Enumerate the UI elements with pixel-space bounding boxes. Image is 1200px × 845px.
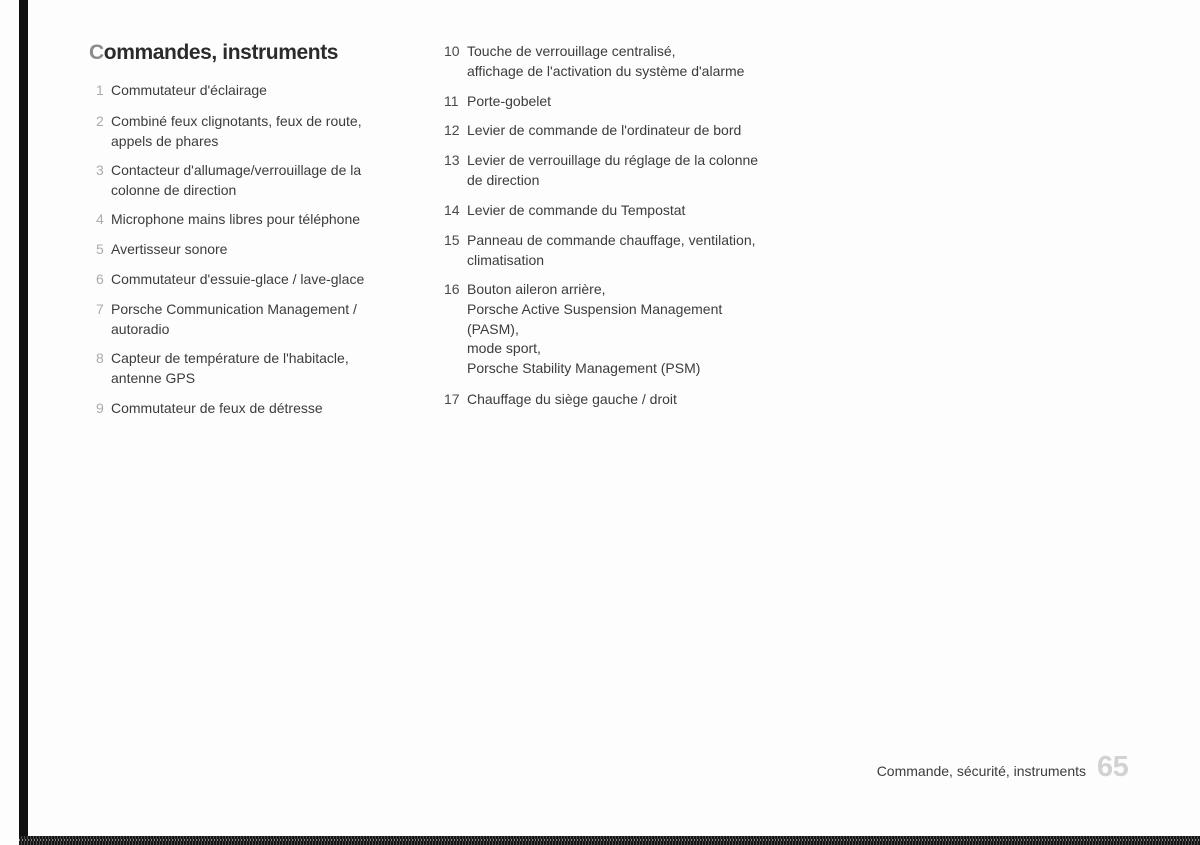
item-number: 11 [444, 93, 459, 109]
item-text-line: Levier de verrouillage du réglage de la colonne [467, 152, 759, 168]
item-number: 13 [444, 152, 460, 168]
item-text [467, 390, 677, 410]
item-text-line: Capteur de température de l'habitacle, [111, 350, 349, 366]
item-text-line: Commutateur d'essuie-glace / lave-glace [111, 271, 365, 287]
item-text-line: de direction [467, 171, 540, 188]
item-text-line: autoradio [111, 320, 170, 337]
item-text-line: Commutateur d'éclairage [111, 82, 267, 98]
item-number: 5 [96, 241, 104, 257]
item-text [111, 300, 357, 340]
item-text-line: Porsche Active Suspension Management [467, 300, 723, 317]
item-number: 10 [444, 43, 460, 59]
item-text-line: Panneau de commande chauffage, ventilation, [467, 232, 756, 248]
item-text-line: Commutateur de feux de détresse [111, 400, 323, 416]
item-text [467, 201, 685, 221]
item-number: 14 [444, 202, 460, 218]
item-text-line: Contacteur d'allumage/verrouillage de la [111, 162, 362, 178]
item-text [111, 81, 267, 101]
item-text-line: Levier de commande du Tempostat [467, 202, 686, 218]
item-text-line: Porsche Communication Management / [111, 301, 357, 317]
item-number: 6 [96, 271, 104, 287]
item-text-line: mode sport, [467, 340, 541, 357]
item-text [111, 112, 362, 152]
item-text [467, 92, 551, 112]
item-number: 3 [96, 162, 104, 178]
item-text-line: colonne de direction [111, 181, 237, 198]
item-number: 17 [444, 391, 460, 407]
item-text [111, 270, 364, 290]
page-number: 65 [1097, 751, 1129, 783]
item-number: 12 [444, 122, 460, 138]
item-text [467, 280, 722, 379]
item-number: 7 [96, 301, 104, 317]
item-text-line: (PASM), [467, 320, 519, 337]
item-text [467, 231, 756, 271]
item-text-line: Levier de commande de l'ordinateur de bord [467, 122, 742, 138]
item-text [111, 349, 349, 389]
item-text [111, 240, 227, 260]
item-text [467, 121, 741, 141]
item-text [111, 210, 360, 230]
item-text-line: Chauffage du siège gauche / droit [467, 391, 677, 407]
item-text-line: antenne GPS [111, 369, 196, 386]
item-number: 4 [96, 211, 104, 227]
item-number: 8 [96, 350, 104, 366]
item-text-line: Microphone mains libres pour téléphone [111, 211, 361, 227]
scan-edge-bottom [19, 836, 1200, 845]
item-text-line: Combiné feux clignotants, feux de route, [111, 113, 362, 129]
item-text-line: Bouton aileron arrière, [467, 281, 606, 297]
item-number: 15 [444, 232, 460, 248]
item-text [111, 399, 323, 419]
item-text [467, 42, 744, 82]
item-number: 2 [96, 113, 104, 129]
item-number: 9 [96, 400, 104, 416]
item-text [467, 151, 758, 191]
footer-section-title: Commande, sécurité, instruments [876, 763, 1086, 779]
item-text-line: climatisation [467, 251, 545, 268]
item-text [111, 161, 361, 201]
item-text-line: affichage de l'activation du système d'alarme [467, 62, 745, 79]
item-number: 16 [444, 281, 460, 297]
scan-edge-left [19, 0, 28, 845]
item-text-line: Porte-gobelet [467, 93, 552, 109]
item-text-line: Porsche Stability Management (PSM) [467, 360, 701, 377]
item-number: 1 [96, 82, 104, 98]
item-text-line: Touche de verrouillage centralisé, [467, 43, 676, 59]
item-text-line: Avertisseur sonore [111, 241, 228, 257]
item-text-line: appels de phares [111, 132, 219, 149]
page-title: Commandes, instruments [89, 41, 339, 64]
